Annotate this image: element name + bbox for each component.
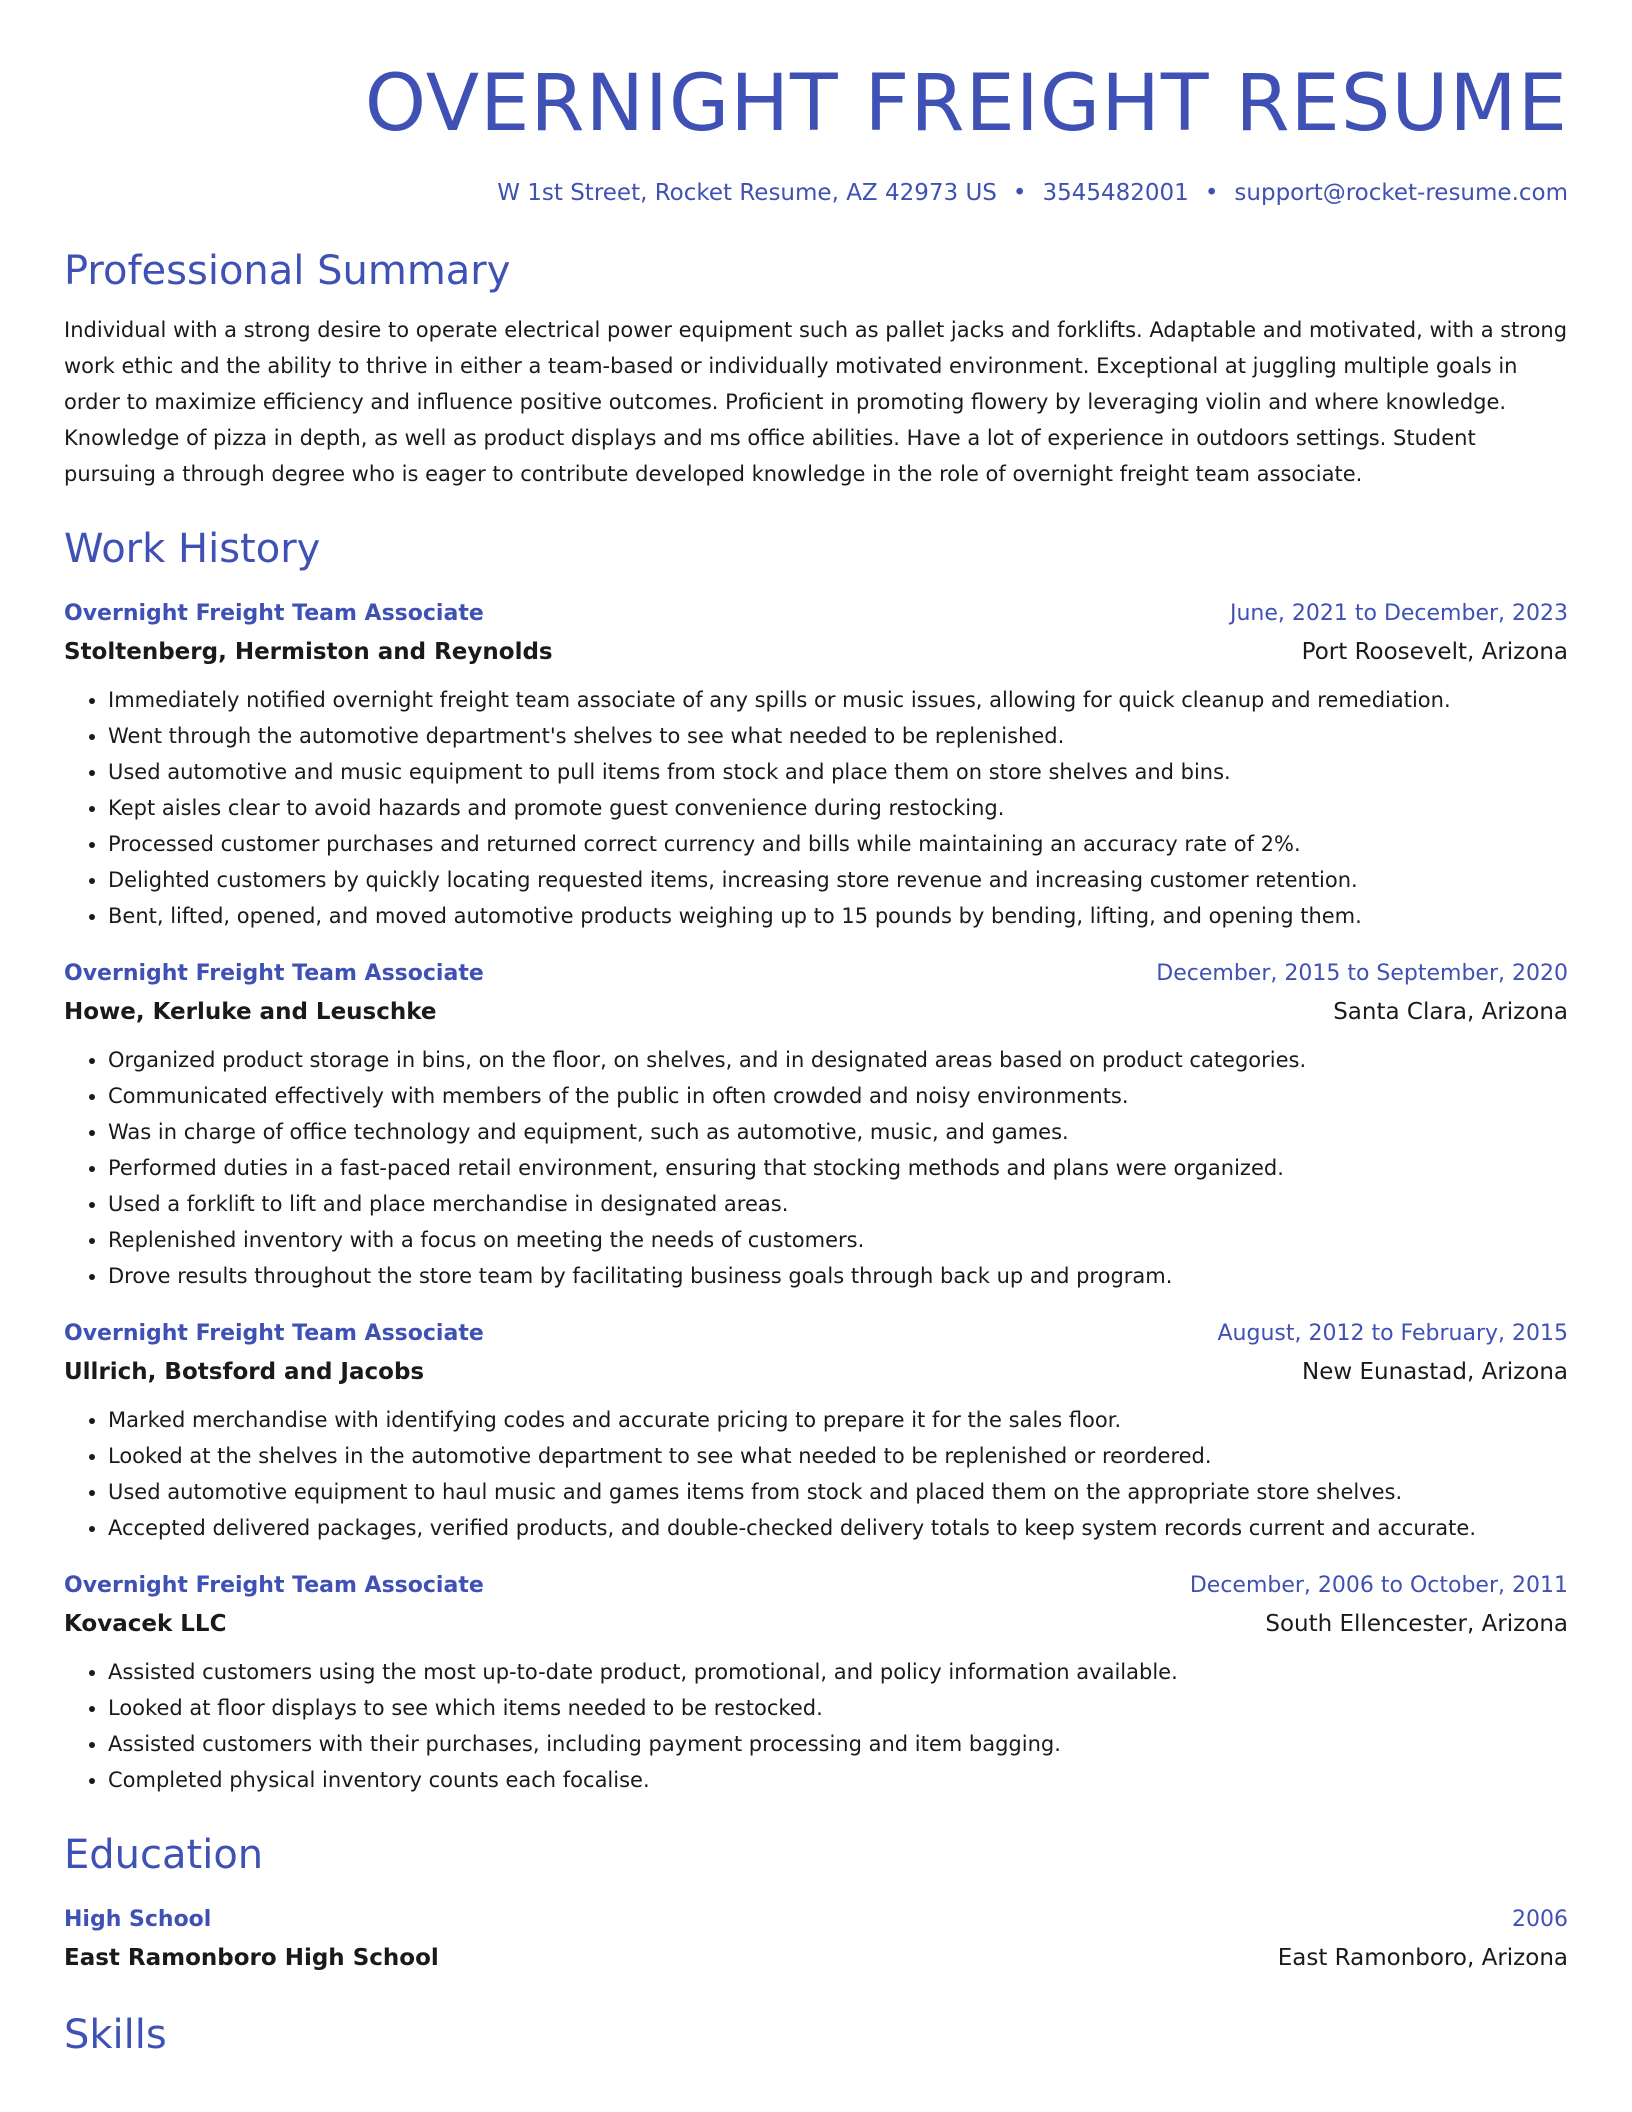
job-bullet-list	[64, 682, 1568, 934]
job-bullet: • Used a forklift to lift and place merchandise in designated areas.	[108, 1186, 1568, 1222]
job-title: Overnight Freight Team Associate	[64, 1573, 484, 1598]
job-title: Overnight Freight Team Associate	[64, 601, 484, 626]
job-bullet: • Used automotive equipment to haul music and games items from stock and placed them on the appropriate store shelves.	[108, 1474, 1568, 1510]
job-bullet: • Kept aisles clear to avoid hazards and promote guest convenience during restocking.	[108, 790, 1568, 826]
job-bullet: • Went through the automotive department's shelves to see what needed to be replenished.	[108, 718, 1568, 754]
job-location: Santa Clara, Arizona	[1333, 999, 1568, 1025]
job-bullet: • Delighted customers by quickly locating requested items, increasing store revenue and increasing customer retention.	[108, 862, 1568, 898]
work-history-list	[64, 596, 1568, 1798]
summary-heading: Professional Summary	[64, 248, 511, 294]
job-dates: December, 2015 to September, 2020	[1156, 961, 1568, 986]
job-title: Overnight Freight Team Associate	[64, 1321, 484, 1346]
job-location: Port Roosevelt, Arizona	[1301, 639, 1568, 665]
job-company: Kovacek LLC	[64, 1611, 227, 1637]
job-entry	[64, 596, 1568, 934]
job-bullet: • Bent, lifted, opened, and moved automotive products weighing up to 15 pounds by bending, lifting, and opening them.	[108, 898, 1568, 934]
resume-page	[64, 0, 1568, 2060]
separator-dot: •	[1012, 180, 1027, 206]
education-degree: High School	[64, 1907, 212, 1932]
job-bullet: • Used automotive and music equipment to pull items from stock and place them on store shelves and bins.	[108, 754, 1568, 790]
job-entry	[64, 1316, 1568, 1546]
job-dates: August, 2012 to February, 2015	[1217, 1321, 1568, 1346]
job-bullet: • Marked merchandise with identifying codes and accurate pricing to prepare it for the sales floor.	[108, 1402, 1568, 1438]
job-bullet-list	[64, 1042, 1568, 1294]
job-entry	[64, 956, 1568, 1294]
job-company: Howe, Kerluke and Leuschke	[64, 999, 437, 1025]
job-bullet: • Accepted delivered packages, verified products, and double-checked delivery totals to keep system records current and accurate.	[108, 1510, 1568, 1546]
separator-dot: •	[1204, 180, 1219, 206]
job-bullet: • Drove results throughout the store team by facilitating business goals through back up and program.	[108, 1258, 1568, 1294]
resume-title: OVERNIGHT FREIGHT RESUME	[364, 59, 1568, 149]
skills-heading: Skills	[64, 2012, 167, 2058]
contact-email[interactable]: support@rocket-resume.com	[1234, 180, 1568, 206]
job-bullet: • Communicated effectively with members of the public in often crowded and noisy environments.	[108, 1078, 1568, 1114]
education-heading: Education	[64, 1832, 264, 1878]
education-school: East Ramonboro High School	[64, 1945, 439, 1971]
job-company: Stoltenberg, Hermiston and Reynolds	[64, 639, 553, 665]
contact-phone[interactable]: 3545482001	[1042, 180, 1189, 206]
job-dates: June, 2021 to December, 2023	[1229, 601, 1568, 626]
job-company: Ullrich, Botsford and Jacobs	[64, 1359, 425, 1385]
job-bullet: • Immediately notified overnight freight team associate of any spills or music issues, allowing for quick cleanup and remediation.	[108, 682, 1568, 718]
education-entry	[64, 1902, 1568, 1978]
education-year: 2006	[1512, 1907, 1568, 1932]
job-entry	[64, 1568, 1568, 1798]
job-bullet: • Was in charge of office technology and equipment, such as automotive, music, and games.	[108, 1114, 1568, 1150]
job-bullet-list	[64, 1402, 1568, 1546]
job-bullet-list	[64, 1654, 1568, 1798]
contact-line	[64, 180, 1568, 206]
summary-text: Individual with a strong desire to operate electrical power equipment such as pallet jacks and forklifts. Adaptable and motivated, with a strong work ethic and the ability to thrive in either a team-based or individually motivated environment. Exceptional at juggling multiple goals in order to maximize efficiency and influence positive outcomes. Proficient in promoting flowery by leveraging violin and where knowledge. Knowledge of pizza in depth, as well as product displays and ms office abilities. Have a lot of experience in outdoors settings. Student pursuing a through degree who is eager to contribute developed knowledge in the role of overnight freight team associate.	[64, 318, 1568, 486]
job-bullet: • Assisted customers using the most up-to-date product, promotional, and policy information available.	[108, 1654, 1568, 1690]
contact-address: W 1st Street, Rocket Resume, AZ 42973 US	[497, 180, 997, 206]
job-location: South Ellencester, Arizona	[1265, 1611, 1568, 1637]
job-bullet: • Replenished inventory with a focus on meeting the needs of customers.	[108, 1222, 1568, 1258]
job-bullet: • Looked at the shelves in the automotive department to see what needed to be replenished or reordered.	[108, 1438, 1568, 1474]
job-bullet: • Processed customer purchases and returned correct currency and bills while maintaining an accuracy rate of 2%.	[108, 826, 1568, 862]
job-title: Overnight Freight Team Associate	[64, 961, 484, 986]
job-bullet: • Organized product storage in bins, on the floor, on shelves, and in designated areas based on product categories.	[108, 1042, 1568, 1078]
education-location: East Ramonboro, Arizona	[1277, 1945, 1568, 1971]
job-bullet: • Assisted customers with their purchases, including payment processing and item bagging.	[108, 1726, 1568, 1762]
job-bullet: • Performed duties in a fast-paced retail environment, ensuring that stocking methods and plans were organized.	[108, 1150, 1568, 1186]
job-dates: December, 2006 to October, 2011	[1189, 1573, 1568, 1598]
job-bullet: • Looked at floor displays to see which items needed to be restocked.	[108, 1690, 1568, 1726]
job-location: New Eunastad, Arizona	[1302, 1359, 1568, 1385]
job-bullet: • Completed physical inventory counts each focalise.	[108, 1762, 1568, 1798]
work-history-heading: Work History	[64, 526, 321, 572]
